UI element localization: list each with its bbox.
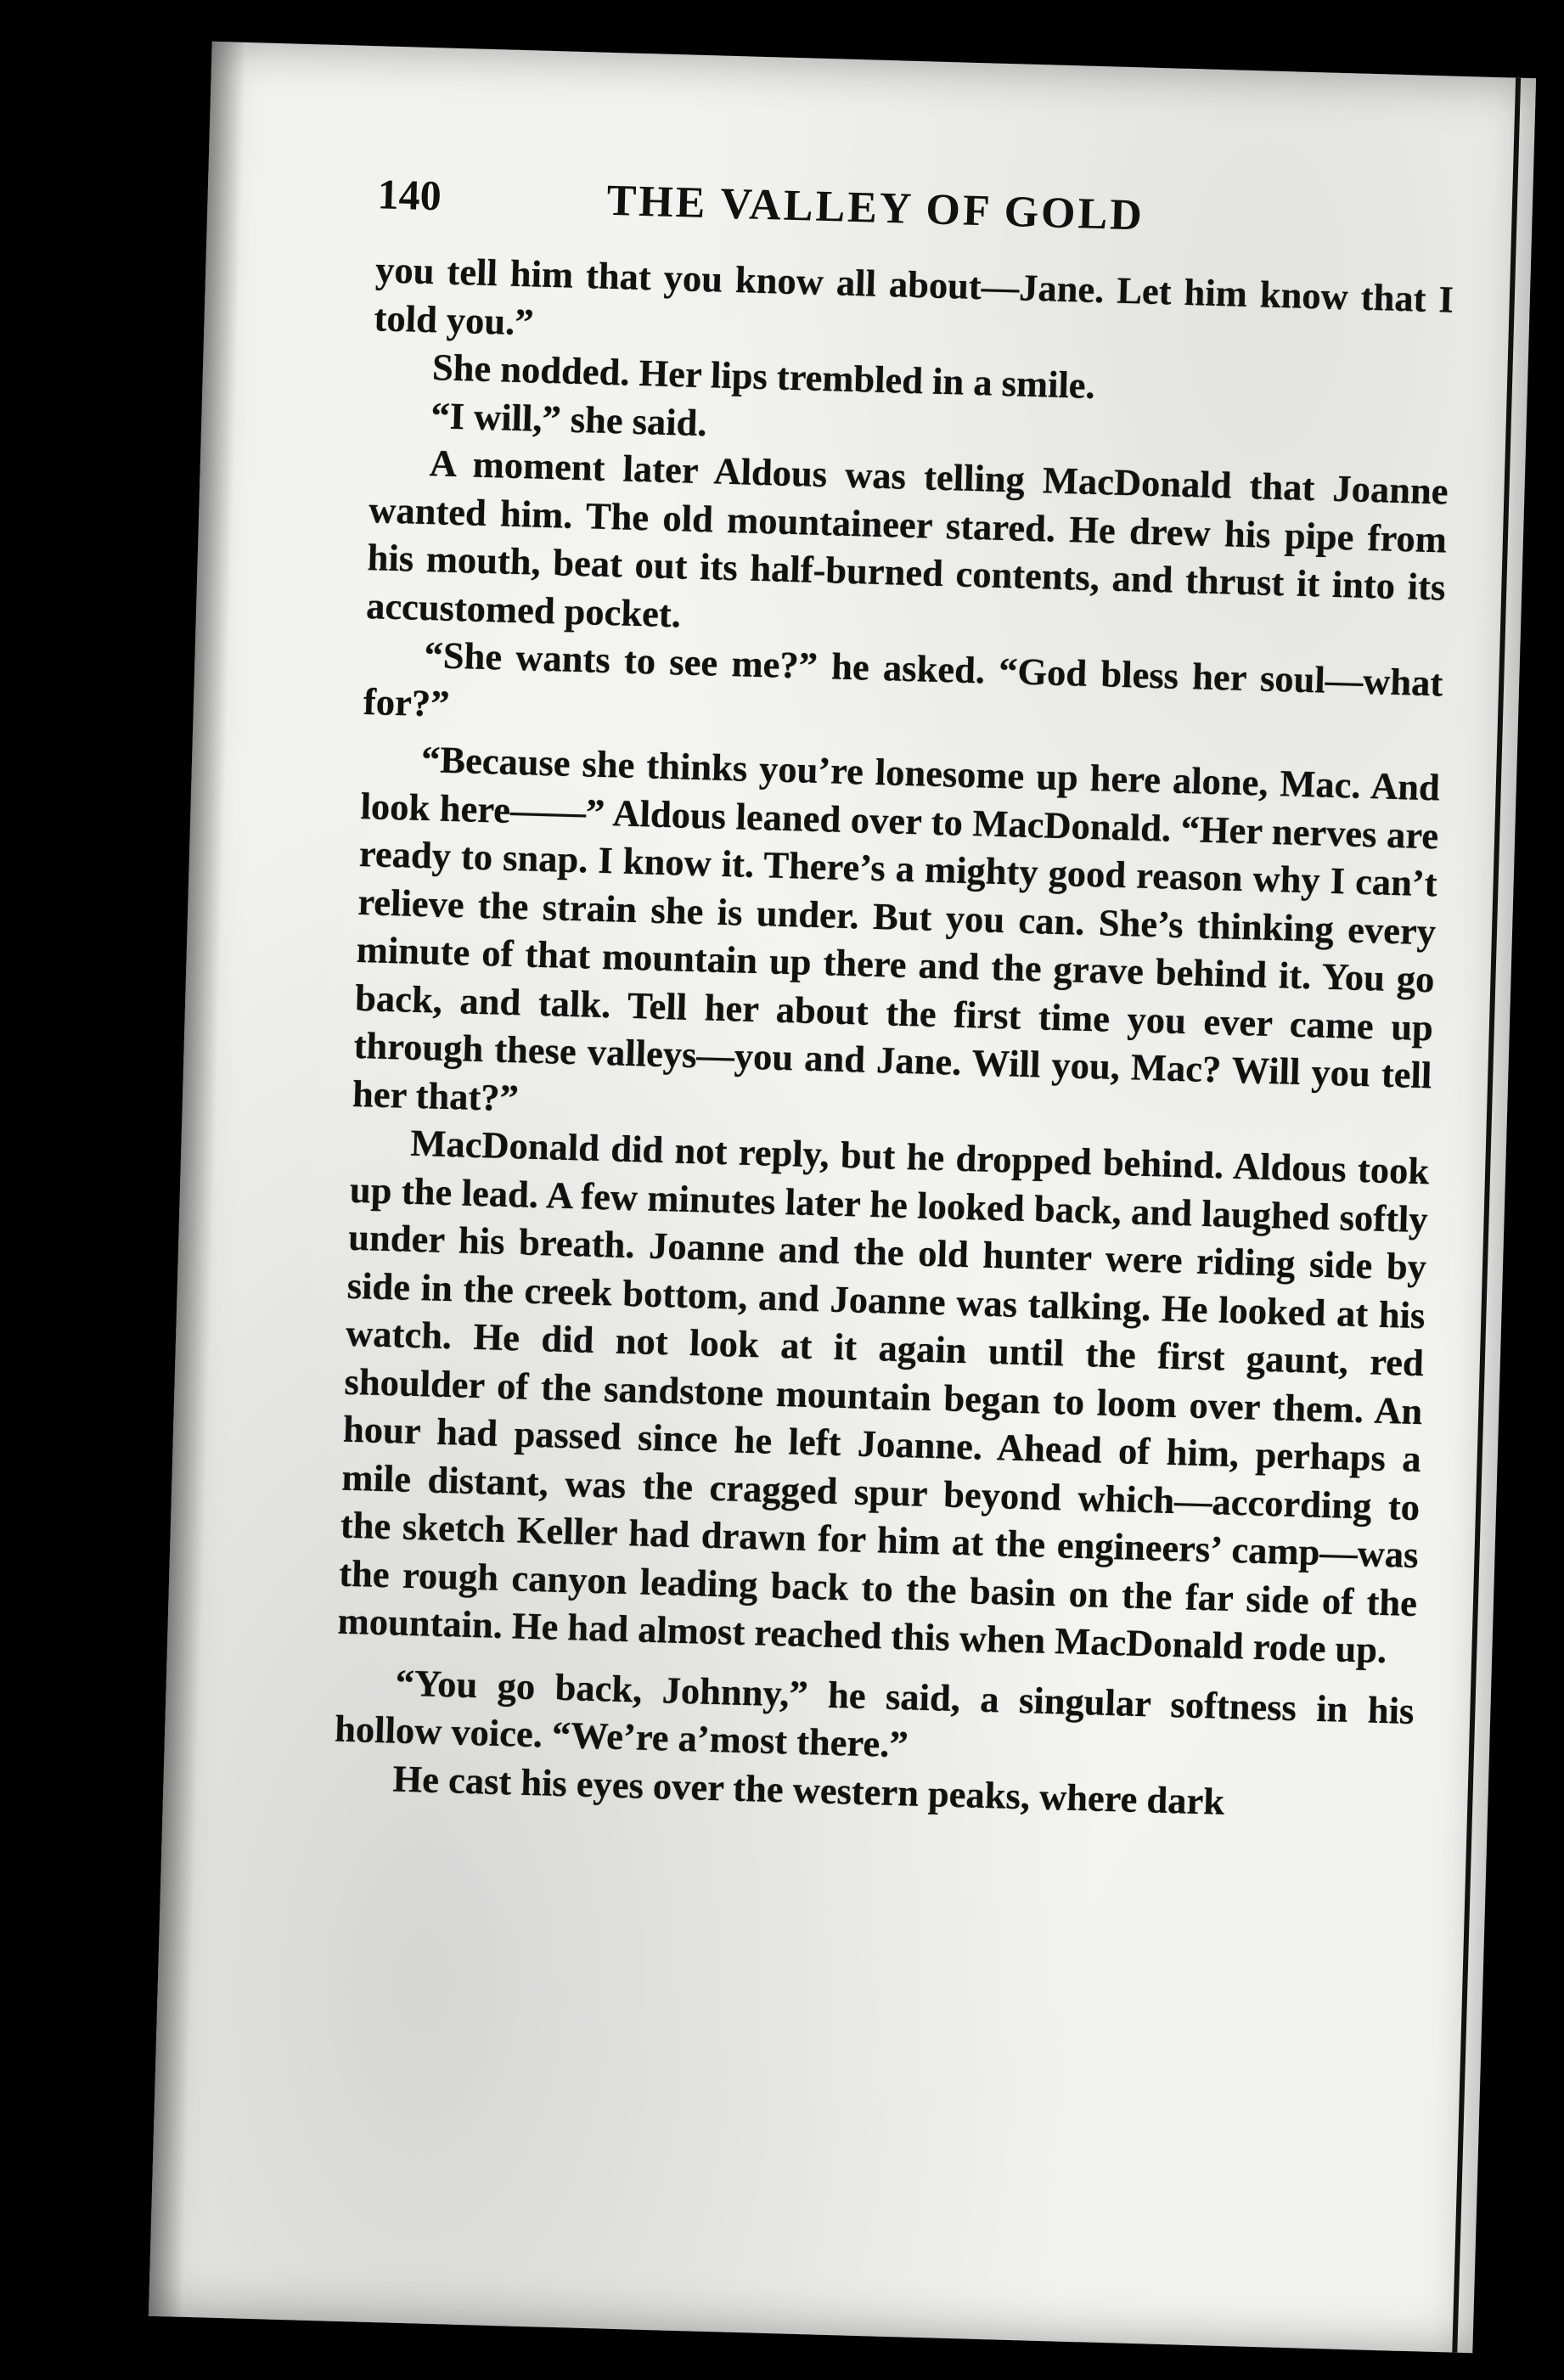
paragraph-5: “She wants to see me?” he asked. “God bless her soul—what for?” — [363, 633, 1443, 725]
running-head-title: THE VALLEY OF GOLD — [605, 176, 1145, 240]
paragraph-9: He cast his eyes over the western peaks, where dark — [391, 1756, 1225, 1823]
body-text — [333, 245, 1454, 1831]
paragraph-2: She nodded. Her lips trembled in a smile. — [431, 346, 1096, 407]
page-edge-line — [1452, 78, 1521, 2353]
paragraph-6: “Because she thinks you’re lonesome up here alone, Mac. And look here——” Aldous leaned over to MacDonald. “Her nerves are ready to snap. I know it. There’s a mighty good reason why I can’t relieve the strain she is under. But you can. She’s thinking every minute of that mountain up there and the grave behind it. You go back, and talk. Tell her about the first time you ever came up through these valleys—you and Jane. Will you, Mac? Will you tell her that?” — [352, 737, 1441, 1119]
page-gutter-shadow — [149, 42, 246, 2317]
page-number: 140 — [377, 170, 442, 220]
paragraph-1: you tell him that you know all about—Jane. Let him know that I told you.” — [374, 248, 1454, 343]
paragraph-8: “You go back, Johnny,” he said, a singular softness in his hollow voice. “We’re a’most there.” — [334, 1661, 1415, 1766]
paragraph-7: MacDonald did not reply, but he dropped behind. Aldous took up the lead. A few minutes later he looked back, and laughed softly under his breath. Joanne and the old hunter were riding side by side in the creek bottom, and Joanne was talking. He looked at his watch. He did not look at it again until the first gaunt, red shoulder of the sandstone mountain began to loom over them. An hour had passed since he left Joanne. Ahead of him, perhaps a mile distant, was the cragged spur beyond which—according to the sketch Keller had drawn for him at the engineers’ camp—was the rough canyon leading back to the basin on the far side of the mountain. He had almost reached this when MacDonald rode up. — [337, 1121, 1430, 1672]
paragraph-4: A moment later Aldous was telling MacDonald that Joanne wanted him. The old mountaineer stared. He drew his pipe from his mouth, beat out its half-burned contents, and thrust it into its accustomed pocket. — [365, 442, 1449, 635]
paragraph-3: “I will,” she said. — [430, 393, 708, 444]
book-page — [149, 42, 1536, 2354]
